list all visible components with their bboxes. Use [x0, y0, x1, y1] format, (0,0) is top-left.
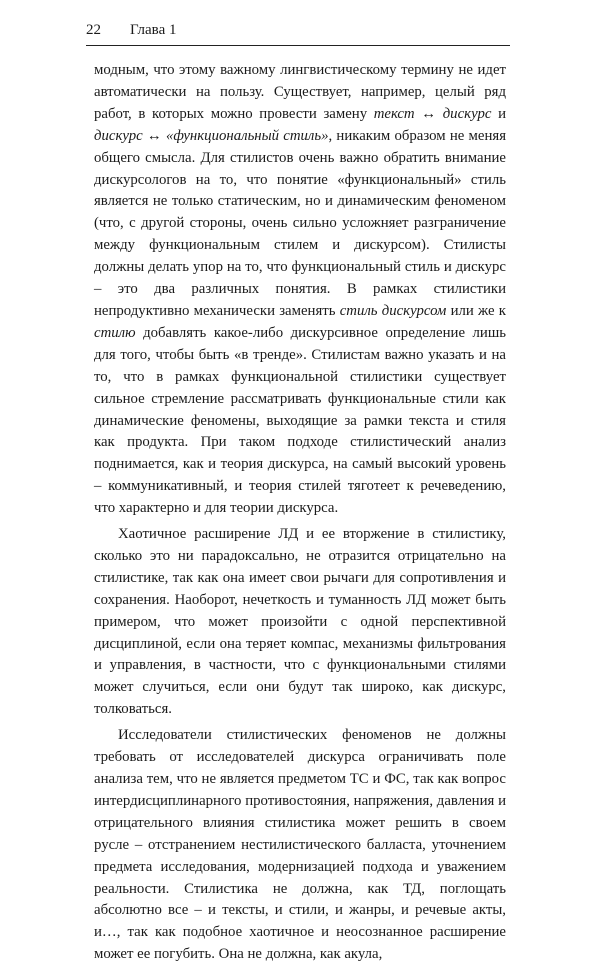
text-segment: и [491, 105, 506, 122]
paragraph-3: Исследователи стилистических феноменов не должны требовать от исследователей дискурса ограничивать поле анализа тем, что не является предметом ТС и ФС, так как вопрос интердисциплинарного противостояния, напряжения, давления и отрицательного влияния стилистика может решить в своем русле – отстранением нестилистического балласта, уточнением предмета исследования, модернизацией подхода и уважением реальности. Стилистика не должна, как ТД, поглощать абсолютно все – и тексты, и стили, и жанры, и речевые акты, и…, так как подобное хаотичное и неосознанное расширение может ее погубить. Она не должна, как акула, [94, 727, 506, 963]
page-number: 22 [86, 22, 101, 38]
italic-term: текст ↔ дискурс [373, 105, 492, 122]
header-rule [86, 45, 510, 46]
italic-term: стиль дискурсом [339, 302, 447, 319]
text-segment: добавлять какое-либо дискурсивное определение лишь для того, чтобы быть «в тренде». Стилистам важно указать и на то, что в рамках функциональной стилистики существует сильное стремление рассматривать функциональные стили как динамические феномены, выходящие за рамки текста и стиля как продукта. При таком подходе стилистический анализ поднимается, как и теория дискурса, на самый высокий уровень – коммуникативный, и теория стилей тяготеет к речеведению, что характерно и для теории дискурса. [94, 324, 506, 517]
text-segment: или же к [446, 302, 506, 319]
running-header [86, 18, 510, 42]
paragraph-2: Хаотичное расширение ЛД и ее вторжение в стилистику, сколько это ни парадоксально, не отразится отрицательно на стилистике, так как она имеет свои рычаги для сопротивления и сохранения. Наоборот, нечеткость и туманность ЛД может быть примером, что может произойти с одной перспективной дисциплиной, если она теряет компас, механизмы фильтрования и управления, в частности, что с функциональными стилями может случиться, если они будут так широко, как дискурс, толковаться. [94, 526, 506, 718]
chapter-title: Глава 1 [130, 22, 177, 38]
italic-term: стилю [94, 324, 136, 341]
body-text [94, 60, 506, 966]
paragraph-1 [94, 60, 506, 520]
italic-term: дискурс ↔ «функциональный стиль» [94, 127, 329, 144]
text-segment: модным, что этому важному лингвистическому термину не идет автоматически на пользу. Существует, например, целый ряд работ, в которых можно провести замену [94, 62, 506, 122]
text-segment: , никаким образом не меняя общего смысла. Для стилистов очень важно обратить внимание дискурсологов на то, что понятие «функциональный» стиль является не только статическим, но и динамическим феноменом (что, с другой стороны, очень сильно усложняет разграничение между функциональным стилем и дискурсом). Стилисты должны делать упор на то, что функциональный стиль и дискурс – это два различных понятия. В рамках стилистики непродуктивно механически заменять [94, 127, 506, 319]
